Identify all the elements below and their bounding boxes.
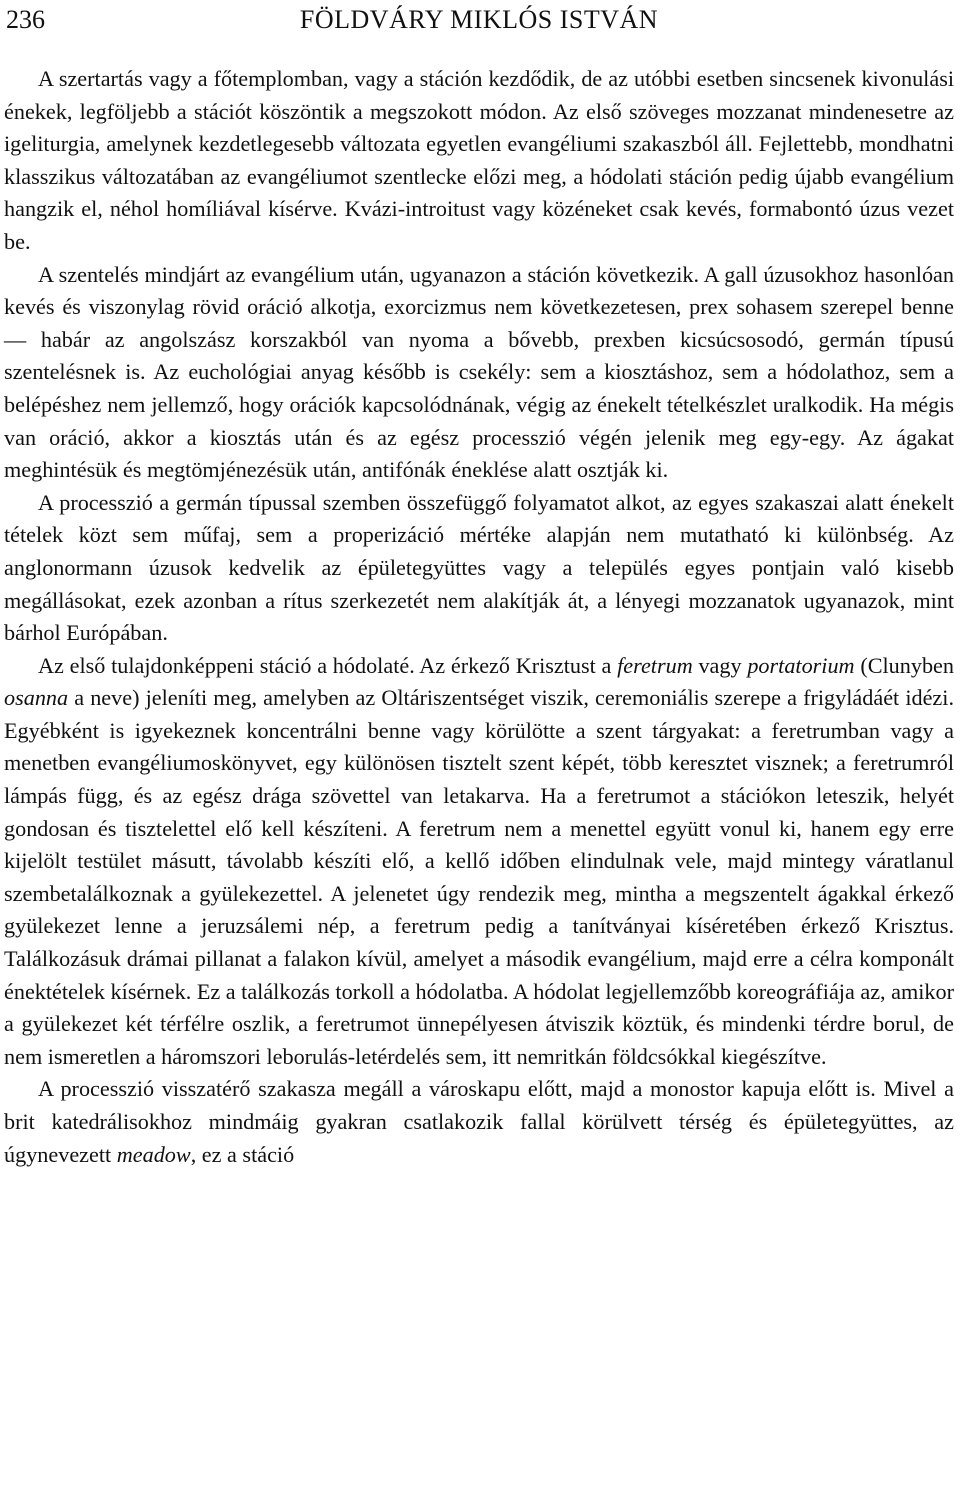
paragraph: [4, 487, 954, 650]
running-head: [4, 0, 954, 40]
text-run: a neve) jeleníti meg, amelyben az Oltáriszentséget viszik, ceremoniális szerepe a frigyládáét idézi. Egyébként is igyekeznek koncentrálni benne vagy körülötte a szent tárgyakat: a feretrumban vagy a menetben evangéliumoskönyvet, egy különösen tisztelt szent képét, több keresztet visznek; a feretrumról lámpás függ, és az egész drága szövettel van letakarva. Ha a feretrumot a stációkon leteszik, helyét gondosan és tisztelettel elő kell készíteni. A feretrum nem a menettel együtt vonul ki, hanem egy erre kijelölt testület másutt, távolabb készíti elő, a kellő időben elindulnak vele, majd mintegy váratlanul szembetalálkoznak a gyülekezettel. A jelenetet úgy rendezik meg, mintha a megszentelt ágakkal érkező gyülekezet lenne a jeruzsálemi nép, a feretrum pedig a tanítványai kíséretében érkező Krisztus. Találkozásuk drámai pillanat a falakon kívül, amelyet a második evangélium, majd erre a célra komponált énektételek kísérnek. Ez a találkozás torkoll a hódolatba. A hódolat legjellemzőbb koreográfiája az, amikor a gyülekezet két térfélre oszlik, a feretrumot ünnepélyesen átviszik köztük, és mindenki térdre borul, de nem ismeretlen a háromszori leborulás-letérdelés sem, itt nemritkán földcsókkal kiegészítve.: [4, 685, 954, 1069]
italic-term: portatorium: [747, 652, 855, 678]
italic-term: osanna: [4, 685, 69, 711]
text-run: A processzió a germán típussal szemben összefüggő folyamatot alkot, az egyes szakaszai alatt énekelt tételek közt sem műfaj, sem a properizáció mértéke alapján nem mutatható ki különbség. Az anglonormann úzusok kedvelik az épületegyüttes vagy a település egyes pontjain való kisebb megállásokat, ezek azonban a rítus szerkezetét nem alakítják át, a lényegi mozzanatok ugyanazok, mint bárhol Európában.: [4, 489, 954, 646]
page-number: 236: [6, 5, 45, 34]
paragraph: [4, 63, 954, 259]
text-run: A processzió visszatérő szakasza megáll a városkapu előtt, majd a monostor kapuja előtt is. Mivel a brit katedrálisokhoz mindmáig gyakran csatlakozik fallal körülvett térség és épületegyüttes, az úgynevezett: [4, 1076, 954, 1167]
text-run: , ez a stáció: [190, 1141, 295, 1167]
text-run: A szertartás vagy a főtemplomban, vagy a stáción kezdődik, de az utóbbi esetben sincsenek kivonulási énekek, legföljebb a stációt köszöntik a megszokott módon. Az első szöveges mozzanat mindenesetre az igeliturgia, amelynek kezdetlegesebb változata egyetlen evangéliumi szakaszból áll. Fejlettebb, mondhatni klasszikus változatában az evangéliumot szentlecke előzi meg, a hódolati stáción pedig újabb evangélium hangzik el, néhol homíliával kísérve. Kvázi-introitust vagy közéneket csak kevés, formabontó úzus vezet be.: [4, 66, 954, 254]
italic-term: meadow: [116, 1141, 191, 1167]
body-text: [4, 63, 954, 1171]
paragraph: [4, 650, 954, 1074]
text-run: Az első tulajdonképpeni stáció a hódolaté. Az érkező Krisztust a: [38, 652, 618, 678]
running-title: FÖLDVÁRY MIKLÓS ISTVÁN: [299, 5, 659, 34]
italic-term: feretrum: [617, 652, 693, 678]
text-run: (Clunyben: [854, 652, 954, 678]
paragraph: [4, 1073, 954, 1171]
text-run: vagy: [692, 652, 748, 678]
text-run: A szentelés mindjárt az evangélium után, ugyanazon a stáción következik. A gall úzusokhoz hasonlóan kevés és viszonylag rövid oráció alkotja, exorcizmus nem következetesen, prex sohasem szerepel benne — habár az angolszász korszakból van nyoma a bővebb, prexben kicsúcsosodó, germán típusú szentelésnek is. Az euchológiai anyag később is csekély: sem a kiosztáshoz, sem a hódolathoz, sem a belépéshez nem jellemző, hogy orációk kapcsolódnának, végig az énekelt tételkészlet uralkodik. Ha mégis van oráció, akkor a kiosztás után és az egész processzió végén jelenik meg egy-egy. Az ágakat meghintésük és megtömjénezésük után, antifónák éneklése alatt osztják ki.: [4, 261, 954, 483]
paragraph: [4, 259, 954, 487]
